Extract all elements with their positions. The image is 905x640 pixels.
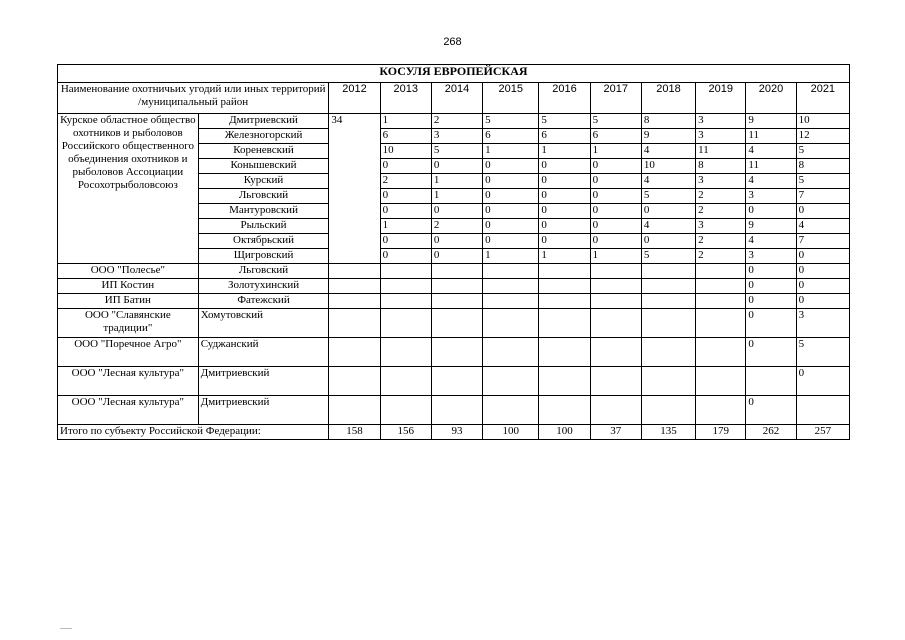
value-cell: 2	[696, 249, 746, 264]
empty-cell	[696, 264, 746, 279]
empty-cell	[380, 294, 431, 309]
empty-cell	[539, 279, 590, 294]
value-cell: 10	[796, 114, 849, 129]
district-cell: Льговский	[198, 189, 329, 204]
value-cell: 0	[539, 189, 590, 204]
value-cell: 3	[746, 189, 796, 204]
empty-cell	[641, 294, 695, 309]
value-cell: 0	[796, 249, 849, 264]
year-header: 2014	[431, 83, 482, 114]
value-cell: 0	[746, 309, 796, 338]
value-cell: 2	[696, 234, 746, 249]
value-cell: 0	[539, 204, 590, 219]
empty-cell	[483, 309, 539, 338]
empty-cell	[431, 279, 482, 294]
district-cell: Кореневский	[198, 144, 329, 159]
value-cell: 0	[746, 279, 796, 294]
empty-cell	[329, 279, 380, 294]
district-cell: Дмитриевский	[198, 396, 329, 425]
empty-cell	[380, 367, 431, 396]
table-row	[58, 309, 850, 338]
value-cell: 11	[696, 144, 746, 159]
value-cell: 0	[641, 204, 695, 219]
empty-cell	[329, 338, 380, 367]
value-cell: 3	[696, 219, 746, 234]
empty-cell	[641, 309, 695, 338]
value-cell: 6	[380, 129, 431, 144]
value-cell: 0	[590, 204, 641, 219]
empty-cell	[431, 294, 482, 309]
district-cell: Конышевский	[198, 159, 329, 174]
year-header: 2013	[380, 83, 431, 114]
empty-cell	[590, 279, 641, 294]
value-cell: 3	[431, 129, 482, 144]
value-cell: 2	[380, 174, 431, 189]
empty-cell	[431, 264, 482, 279]
value-cell: 8	[641, 114, 695, 129]
value-cell: 4	[641, 144, 695, 159]
empty-cell	[329, 396, 380, 425]
value-cell: 4	[746, 234, 796, 249]
empty-cell	[590, 294, 641, 309]
district-cell: Щигровский	[198, 249, 329, 264]
value-cell: 6	[590, 129, 641, 144]
value-cell: 0	[380, 189, 431, 204]
empty-cell	[696, 309, 746, 338]
value-cell: 2	[431, 219, 482, 234]
org-name: ООО "Славянские традиции"	[58, 309, 199, 338]
value-cell: 8	[796, 159, 849, 174]
value-cell: 0	[796, 294, 849, 309]
value-cell: 0	[539, 219, 590, 234]
total-cell: 179	[696, 425, 746, 440]
table-row	[58, 264, 850, 279]
total-cell: 93	[431, 425, 482, 440]
year-header: 2015	[483, 83, 539, 114]
value-cell: 5	[796, 338, 849, 367]
empty-cell	[483, 264, 539, 279]
value-cell: 1	[483, 144, 539, 159]
value-cell: 0	[746, 396, 796, 425]
org-name: ИП Батин	[58, 294, 199, 309]
total-label: Итого по субъекту Российской Федерации:	[58, 425, 329, 440]
value-cell: 1	[431, 174, 482, 189]
page-number: 268	[443, 36, 462, 48]
value-cell: 0	[380, 204, 431, 219]
value-cell: 10	[380, 144, 431, 159]
header-name: Наименование охотничьих угодий или иных территорий /муниципальный район	[58, 83, 329, 114]
org-name: ООО "Поречное Агро"	[58, 338, 199, 367]
value-cell: 5	[539, 114, 590, 129]
value-cell: 2	[431, 114, 482, 129]
value-cell: 11	[746, 129, 796, 144]
empty-cell	[696, 367, 746, 396]
value-cell: 0	[483, 174, 539, 189]
value-cell: 0	[746, 294, 796, 309]
value-cell: 8	[696, 159, 746, 174]
value-cell: 7	[796, 234, 849, 249]
value-cell: 3	[696, 129, 746, 144]
value-cell: 4	[746, 144, 796, 159]
value-cell: 1	[431, 189, 482, 204]
value-cell: 0	[431, 234, 482, 249]
district-cell: Льговский	[198, 264, 329, 279]
total-cell: 100	[539, 425, 590, 440]
total-cell: 37	[590, 425, 641, 440]
year-header: 2020	[746, 83, 796, 114]
value-cell: 4	[796, 219, 849, 234]
value-cell: 3	[696, 114, 746, 129]
empty-cell	[329, 264, 380, 279]
value-cell: 2	[696, 189, 746, 204]
org-name: ООО "Полесье"	[58, 264, 199, 279]
empty-cell	[431, 396, 482, 425]
value-cell: 0	[380, 234, 431, 249]
value-cell: 5	[431, 144, 482, 159]
value-cell: 0	[380, 249, 431, 264]
value-cell: 5	[641, 249, 695, 264]
value-cell: 0	[590, 189, 641, 204]
value-cell	[796, 396, 849, 425]
table-row	[58, 279, 850, 294]
district-cell: Курский	[198, 174, 329, 189]
total-cell: 257	[796, 425, 849, 440]
total-cell: 262	[746, 425, 796, 440]
value-cell: 0	[796, 264, 849, 279]
district-cell: Железногорский	[198, 129, 329, 144]
value-cell: 6	[483, 129, 539, 144]
org-name: ООО "Лесная культура"	[58, 396, 199, 425]
value-cell: 0	[483, 159, 539, 174]
value-cell: 5	[796, 144, 849, 159]
empty-cell	[539, 309, 590, 338]
value-cell: 1	[380, 219, 431, 234]
year-header: 2021	[796, 83, 849, 114]
roe-deer-table	[57, 64, 850, 440]
empty-cell	[539, 396, 590, 425]
empty-cell	[380, 338, 431, 367]
value-cell: 5	[641, 189, 695, 204]
year-header: 2018	[641, 83, 695, 114]
value-cell: 0	[483, 189, 539, 204]
total-cell: 158	[329, 425, 380, 440]
empty-cell	[641, 396, 695, 425]
value-cell: 3	[746, 249, 796, 264]
value-cell: 1	[539, 249, 590, 264]
table-row	[58, 114, 850, 129]
district-cell: Хомутовский	[198, 309, 329, 338]
total-cell: 100	[483, 425, 539, 440]
org-name: Курское областное общество охотников и рыболовов Российского общественного объединения охотников и рыболовов Ассоциации Росохотрыболовсоюз	[58, 114, 199, 264]
empty-cell	[641, 264, 695, 279]
empty-cell	[696, 338, 746, 367]
value-cell: 3	[696, 174, 746, 189]
district-cell: Октябрьский	[198, 234, 329, 249]
value-cell: 0	[431, 204, 482, 219]
header-row	[58, 83, 850, 114]
value-cell: 2	[696, 204, 746, 219]
value-cell: 0	[539, 159, 590, 174]
empty-cell	[696, 294, 746, 309]
empty-cell	[590, 264, 641, 279]
value-cell: 1	[590, 249, 641, 264]
value-cell: 4	[641, 219, 695, 234]
value-cell: 1	[539, 144, 590, 159]
value-cell: 0	[483, 234, 539, 249]
table-row	[58, 367, 850, 396]
empty-cell	[696, 279, 746, 294]
district-cell: Золотухинский	[198, 279, 329, 294]
org-name: ИП Костин	[58, 279, 199, 294]
org-name: ООО "Лесная культура"	[58, 367, 199, 396]
value-cell: 0	[641, 234, 695, 249]
empty-cell	[539, 264, 590, 279]
value-cell: 4	[746, 174, 796, 189]
value-cell: 0	[796, 279, 849, 294]
value-cell: 0	[380, 159, 431, 174]
value-cell: 6	[539, 129, 590, 144]
value-cell: 1	[483, 249, 539, 264]
empty-cell	[696, 396, 746, 425]
empty-cell	[431, 367, 482, 396]
value-cell: 5	[590, 114, 641, 129]
district-cell: Мантуровский	[198, 204, 329, 219]
value-cell: 4	[641, 174, 695, 189]
value-cell: 0	[539, 174, 590, 189]
value-cell: 0	[483, 219, 539, 234]
value-cell: 5	[796, 174, 849, 189]
empty-cell	[641, 367, 695, 396]
total-row	[58, 425, 850, 440]
empty-cell	[431, 338, 482, 367]
value-cell: 0	[746, 338, 796, 367]
value-cell: 1	[380, 114, 431, 129]
value-cell: 0	[590, 174, 641, 189]
value-cell: 0	[590, 234, 641, 249]
value-cell: 0	[431, 249, 482, 264]
value-cell: 10	[641, 159, 695, 174]
empty-cell	[590, 396, 641, 425]
empty-cell	[483, 338, 539, 367]
value-cell: 9	[746, 114, 796, 129]
value-cell: 0	[590, 159, 641, 174]
value-2012: 34	[329, 114, 380, 264]
empty-cell	[380, 396, 431, 425]
total-cell: 156	[380, 425, 431, 440]
year-header: 2017	[590, 83, 641, 114]
value-cell: 12	[796, 129, 849, 144]
value-cell: 0	[796, 367, 849, 396]
empty-cell	[641, 279, 695, 294]
total-cell: 135	[641, 425, 695, 440]
empty-cell	[590, 367, 641, 396]
district-cell: Дмитриевский	[198, 367, 329, 396]
empty-cell	[329, 294, 380, 309]
value-cell: 7	[796, 189, 849, 204]
empty-cell	[641, 338, 695, 367]
empty-cell	[431, 309, 482, 338]
year-header: 2016	[539, 83, 590, 114]
value-cell: 0	[539, 234, 590, 249]
empty-cell	[329, 367, 380, 396]
table-title: КОСУЛЯ ЕВРОПЕЙСКАЯ	[58, 65, 850, 83]
empty-cell	[539, 294, 590, 309]
empty-cell	[483, 396, 539, 425]
value-cell: 0	[590, 219, 641, 234]
empty-cell	[380, 279, 431, 294]
value-cell: 0	[431, 159, 482, 174]
district-cell: Дмитриевский	[198, 114, 329, 129]
value-cell: 0	[746, 264, 796, 279]
empty-cell	[539, 338, 590, 367]
empty-cell	[590, 309, 641, 338]
value-cell: 11	[746, 159, 796, 174]
scan-mark	[60, 628, 72, 635]
year-header: 2019	[696, 83, 746, 114]
empty-cell	[483, 367, 539, 396]
table-row	[58, 338, 850, 367]
table-row	[58, 396, 850, 425]
empty-cell	[380, 309, 431, 338]
value-cell: 0	[796, 204, 849, 219]
empty-cell	[483, 279, 539, 294]
value-cell	[746, 367, 796, 396]
empty-cell	[590, 338, 641, 367]
value-cell: 3	[796, 309, 849, 338]
empty-cell	[539, 367, 590, 396]
value-cell: 0	[746, 204, 796, 219]
value-cell: 9	[746, 219, 796, 234]
district-cell: Суджанский	[198, 338, 329, 367]
value-cell: 9	[641, 129, 695, 144]
district-cell: Фатежский	[198, 294, 329, 309]
district-cell: Рыльский	[198, 219, 329, 234]
table-row	[58, 294, 850, 309]
empty-cell	[483, 294, 539, 309]
value-cell: 1	[590, 144, 641, 159]
value-cell: 5	[483, 114, 539, 129]
empty-cell	[329, 309, 380, 338]
value-cell: 0	[483, 204, 539, 219]
year-header: 2012	[329, 83, 380, 114]
empty-cell	[380, 264, 431, 279]
